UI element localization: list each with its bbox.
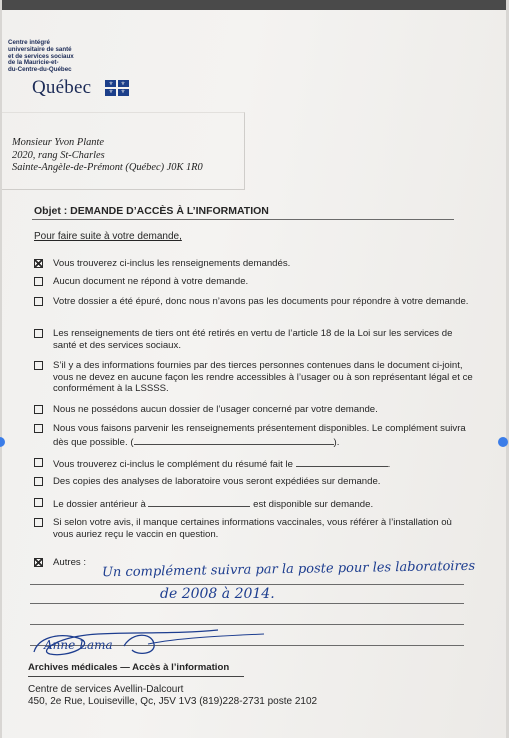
option-text: Le dossier antérieur à est disponible sur demande. <box>53 499 374 510</box>
option-text: Nous vous faisons parvenir les renseignements présentement disponibles. Le complément suivra dès que possible. ( ). <box>53 423 466 448</box>
option-text: Si selon votre avis, il manque certaines informations vaccinales, vous référer à l’installation où vous auriez reçu le vaccin en question. <box>53 517 452 540</box>
option-text: Aucun document ne répond à votre demande. <box>53 276 249 287</box>
checkbox[interactable] <box>34 498 43 507</box>
option-text: S’il y a des informations fournies par des tierces personnes contenues dans le document ci-joint, vous ne devez en aucune façon les rendre accessibles à l’usager ou à son représentant légal et ce conformément à la LSSSS. <box>53 360 473 395</box>
checkbox[interactable] <box>34 277 43 286</box>
org-line: et de services sociaux <box>8 52 74 60</box>
quebec-flag-icon: ⚜ ⚜ ⚜ ⚜ <box>105 80 129 96</box>
option-text: Votre dossier a été épuré, donc nous n’avons pas les documents pour répondre à votre demande. <box>53 296 469 307</box>
option-text: Vous trouverez ci-inclus le complément du résumé fait le . <box>53 459 391 470</box>
recipient-city: Sainte-Angèle-de-Prémont (Québec) J0K 1R0 <box>12 162 203 173</box>
letter-page <box>2 0 506 738</box>
blank-field[interactable] <box>148 497 250 507</box>
selection-handle-right[interactable] <box>498 437 508 447</box>
answer-line <box>30 584 464 585</box>
option-text: Des copies des analyses de laboratoire vous seront expédiées sur demande. <box>53 476 381 487</box>
sender-line: 450, 2e Rue, Louiseville, Qc, J5V 1V3 (819)228-2731 poste 2102 <box>28 696 318 707</box>
org-line: universitaire de santé <box>8 45 72 53</box>
handwritten-note-line2: de 2008 à 2014. <box>160 586 275 602</box>
signature <box>28 608 268 669</box>
option-text: Vous trouverez ci-inclus les renseignements demandés. <box>53 258 291 269</box>
quebec-logo-text: Québec <box>32 77 92 98</box>
sender-address <box>28 684 317 708</box>
org-line: Centre intégré <box>8 39 50 46</box>
checkbox[interactable] <box>34 297 43 306</box>
recipient-street: 2020, rang St-Charles <box>12 149 105 161</box>
answer-line <box>30 603 464 604</box>
divider <box>28 676 244 677</box>
blank-field[interactable] <box>134 435 334 445</box>
org-line: du-Centre-du-Québec <box>8 66 72 74</box>
checkbox[interactable] <box>34 405 43 414</box>
checkbox[interactable] <box>34 477 43 486</box>
recipient-address <box>12 137 203 175</box>
checkbox[interactable] <box>34 329 43 338</box>
option-text: Nous ne possédons aucun dossier de l’usager concerné par votre demande. <box>53 404 378 415</box>
subject-line: Objet : DEMANDE D’ACCÈS À L’INFORMATION <box>34 205 269 217</box>
checkbox[interactable] <box>34 518 43 527</box>
option-text: Les renseignements de tiers ont été retirés en vertu de l’article 18 de la Loi sur les services de santé et des services sociaux. <box>53 328 453 351</box>
checkbox[interactable] <box>34 361 43 370</box>
signature-stroke <box>28 608 268 664</box>
organization-name <box>8 40 118 74</box>
divider <box>32 219 454 220</box>
blank-field[interactable] <box>296 457 388 467</box>
intro-text: Pour faire suite à votre demande, <box>34 231 182 242</box>
scan-edge <box>2 0 506 10</box>
org-line: de la Mauricie-et- <box>8 59 59 67</box>
checkbox[interactable] <box>34 458 43 467</box>
handwritten-note-line1: Un complément suivra par la poste pour les laboratoires <box>101 558 476 581</box>
checkbox-checked[interactable] <box>34 558 43 567</box>
sender-line: Centre de services Avellin-Dalcourt <box>28 684 184 695</box>
recipient-name: Monsieur Yvon Plante <box>12 137 104 148</box>
department-title: Archives médicales — Accès à l’information <box>28 662 230 673</box>
checkbox-checked[interactable] <box>34 259 43 268</box>
signature-text: Anne Lama <box>44 638 113 652</box>
checkbox[interactable] <box>34 424 43 433</box>
option-text: Autres : <box>53 557 87 568</box>
